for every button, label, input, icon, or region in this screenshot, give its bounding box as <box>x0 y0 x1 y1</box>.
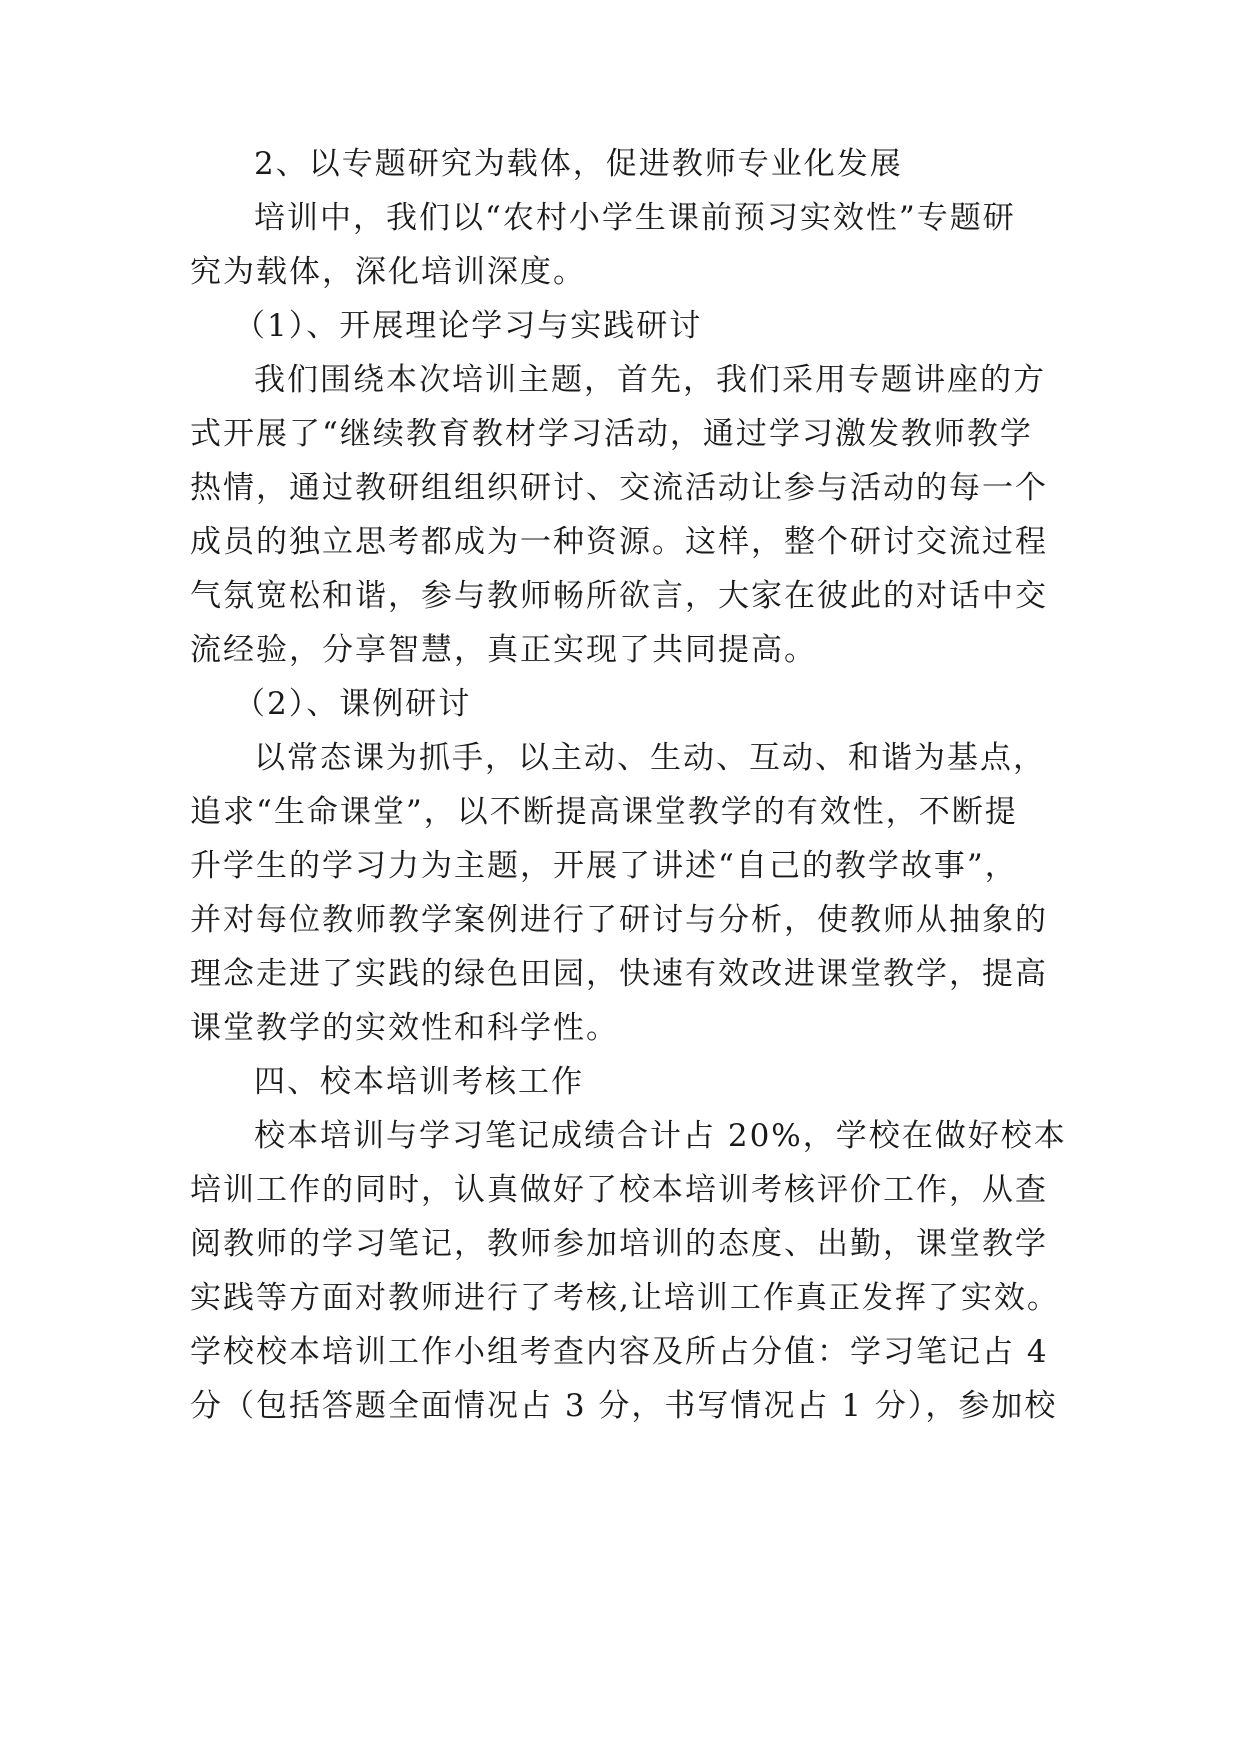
paragraph-line: 追求“生命课堂”，以不断提高课堂教学的有效性，不断提 <box>190 794 1018 830</box>
paragraph-line: 课堂教学的实效性和科学性。 <box>190 1010 619 1046</box>
paragraph-line: 成员的独立思考都成为一种资源。这样，整个研讨交流过程 <box>190 524 1048 560</box>
paragraph-line: 理念走进了实践的绿色田园，快速有效改进课堂教学，提高 <box>190 956 1048 992</box>
paragraph-line: 气氛宽松和谐，参与教师畅所欲言，大家在彼此的对话中交 <box>190 578 1048 614</box>
paragraph-line: 流经验，分享智慧，真正实现了共同提高。 <box>190 632 817 668</box>
subsection-heading-2: （2）、课例研讨 <box>234 686 472 722</box>
paragraph-line: 培训工作的同时，认真做好了校本培训考核评价工作，从查 <box>190 1172 1048 1208</box>
paragraph-line: 校本培训与学习笔记成绩合计占 20%，学校在做好校本 <box>254 1118 1067 1154</box>
paragraph-line: 并对每位教师教学案例进行了研讨与分析，使教师从抽象的 <box>190 902 1048 938</box>
section-heading-4: 四、校本培训考核工作 <box>254 1064 584 1100</box>
paragraph-line: 我们围绕本次培训主题，首先，我们采用专题讲座的方 <box>254 362 1046 398</box>
paragraph-line: 究为载体，深化培训深度。 <box>190 254 586 290</box>
paragraph-line: 实践等方面对教师进行了考核,让培训工作真正发挥了实效。 <box>190 1280 1060 1316</box>
paragraph-line: 培训中，我们以“农村小学生课前预习实效性”专题研 <box>254 200 1016 236</box>
paragraph-line: 学校校本培训工作小组考查内容及所占分值：学习笔记占 4 <box>190 1334 1049 1370</box>
paragraph-line: 阅教师的学习笔记，教师参加培训的态度、出勤，课堂教学 <box>190 1226 1048 1262</box>
paragraph-line: 以常态课为抓手，以主动、生动、互动、和谐为基点， <box>254 740 1046 776</box>
paragraph-line: 热情，通过教研组组织研讨、交流活动让参与活动的每一个 <box>190 470 1048 506</box>
paragraph-line: 式开展了“继续教育教材学习活动，通过学习激发教师教学 <box>190 416 1033 452</box>
paragraph-line: 升学生的学习力为主题，开展了讲述“自己的教学故事”， <box>190 848 1018 884</box>
paragraph-line: 分（包括答题全面情况占 3 分，书写情况占 1 分），参加校 <box>190 1388 1058 1424</box>
subsection-heading-1: （1）、开展理论学习与实践研讨 <box>234 308 703 344</box>
section-heading-2: 2、以专题研究为载体，促进教师专业化发展 <box>254 146 903 182</box>
